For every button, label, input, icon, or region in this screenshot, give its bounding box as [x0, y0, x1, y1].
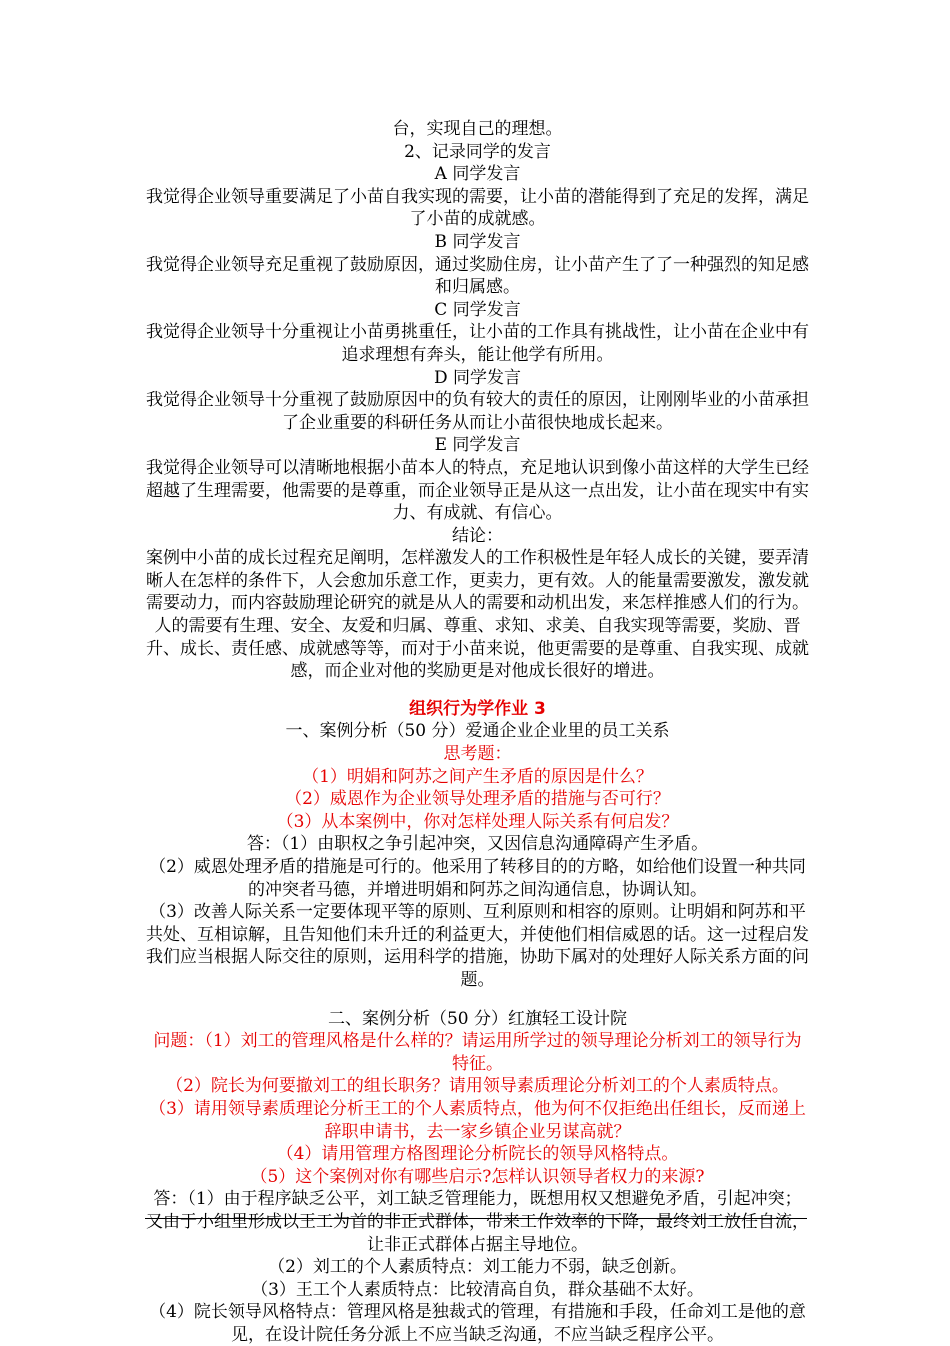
paragraph-tail: 台，实现自己的理想。 — [392, 119, 563, 139]
case2-question: （5）这个案例对你有哪些启示?怎样认识领导者权力的来源? — [250, 1166, 705, 1187]
record-title: 2、记录同学的发言 — [404, 141, 551, 162]
case2-question: （3）请用领导素质理论分析王工的个人素质特点，他为何不仅拒绝出任组长，反而递上辞职申请书，去一家乡镇企业另谋高就？ — [149, 1098, 806, 1142]
conclusion-label: 结论： — [452, 525, 503, 546]
case1-question: （3）从本案例中，你对怎样处理人际关系有何启发？ — [276, 811, 679, 832]
case2-answer: 答：（1）由于程序缺乏公平，刘工缺乏管理能力，既想用权又想避免矛盾，引起冲突；又由于小组里形成以王工为首的非正式群体，带来工作效率的下降，最终刘工放任自流，让非正式群体占据主导地位。 — [146, 1189, 809, 1255]
case1-title: 一、案例分析（50 分）爱通企业企业里的员工关系 — [285, 721, 670, 742]
speech-text-c: 我觉得企业领导十分重视让小苗勇挑重任，让小苗的工作具有挑战性，让小苗在企业中有追求理想有奔头，能让他学有所用。 — [146, 322, 809, 365]
speech-text-b: 我觉得企业领导充足重视了鼓励原因，通过奖励住房，让小苗产生了了一种强烈的知足感和归属感。 — [146, 254, 809, 298]
case2-question: 问题：（1）刘工的管理风格是什么样的？请运用所学过的领导理论分析刘工的领导行为特征。 — [153, 1031, 802, 1074]
case2-title: 二、案例分析（50 分）红旗轻工设计院 — [327, 1008, 628, 1029]
section-gap — [145, 992, 810, 1008]
case1-questions-label: 思考题： — [443, 744, 512, 765]
speech-label-d: D 同学发言 — [433, 367, 522, 388]
speech-label-c: C 同学发言 — [434, 299, 521, 320]
speech-label-b: B 同学发言 — [434, 231, 521, 252]
case2-question: （4）请用管理方格图理论分析院长的领导风格特点。 — [276, 1144, 679, 1165]
speech-text-d: 我觉得企业领导十分重视了鼓励原因中的负有较大的责任的原因，让刚刚毕业的小苗承担了企业重要的科研任务从而让小苗很快地成长起来。 — [146, 390, 809, 433]
assignment-title: 组织行为学作业 3 — [409, 698, 546, 719]
speech-label-a: A 同学发言 — [434, 164, 521, 185]
case1-question: （2）威恩作为企业领导处理矛盾的措施与否可行？ — [285, 789, 670, 810]
case1-answer: （2）威恩处理矛盾的措施是可行的。他采用了转移目的的方略，如给他们设置一种共同的冲突者马德，并增进明娟和阿苏之间沟通信息，协调认知。 — [149, 857, 806, 900]
case1-question: （1）明娟和阿苏之间产生矛盾的原因是什么？ — [302, 766, 653, 787]
conclusion-text: 案例中小苗的成长过程充足阐明，怎样激发人的工作积极性是年轻人成长的关键，要弄清晰人在怎样的条件下，人会愈加乐意工作，更卖力，更有效。人的能量需要激发，激发就需要动力，而内容鼓励理论研究的就是从人的需要和动机出发，来怎样推感人们的行为。人的需要有生理、安全、友爱和归属、尊重、求知、求美、自我实现等需要，奖励、晋升、成长、责任感、成就感等等，而对于小苗来说，他更需要的是尊重、自我实现、成就感，而企业对他的奖励更是对他成长很好的增进。 — [146, 548, 809, 682]
document-page — [145, 118, 810, 1346]
case2-answer: （3）王工个人素质特点：比较清高自负，群众基础不太好。 — [251, 1279, 704, 1300]
case1-answer: 答：（1）由职权之争引起冲突，又因信息沟通障碍产生矛盾。 — [246, 834, 709, 855]
speech-label-e: E 同学发言 — [434, 435, 521, 456]
case2-answer: （2）刘工的个人素质特点：刘工能力不弱，缺乏创新。 — [268, 1257, 687, 1278]
speech-text-a: 我觉得企业领导重要满足了小苗自我实现的需要，让小苗的潜能得到了充足的发挥，满足了小苗的成就感。 — [146, 186, 809, 230]
case1-answer: （3）改善人际关系一定要体现平等的原则、互利原则和相容的原则。让明娟和阿苏和平共处、互相谅解，且告知他们未升迁的利益更大，并使他们相信威恩的话。这一过程启发我们应当根据人际交往的原则，运用科学的措施，协助下属对的处理好人际关系方面的问题。 — [146, 902, 809, 990]
case2-question: （2）院长为何要撤刘工的组长职务？请用领导素质理论分析刘工的个人素质特点。 — [166, 1076, 789, 1097]
case2-answer: （4）院长领导风格特点：管理风格是独裁式的管理，有措施和手段，任命刘工是他的意见，在设计院任务分派上不应当缺乏沟通，不应当缺乏程序公平。 — [149, 1302, 806, 1345]
speech-text-e: 我觉得企业领导可以清晰地根据小苗本人的特点，充足地认识到像小苗这样的大学生已经超越了生理需要，他需要的是尊重，而企业领导正是从这一点出发，让小苗在现实中有实力、有成就、有信心。 — [146, 457, 809, 524]
footer-divider — [145, 1218, 807, 1219]
